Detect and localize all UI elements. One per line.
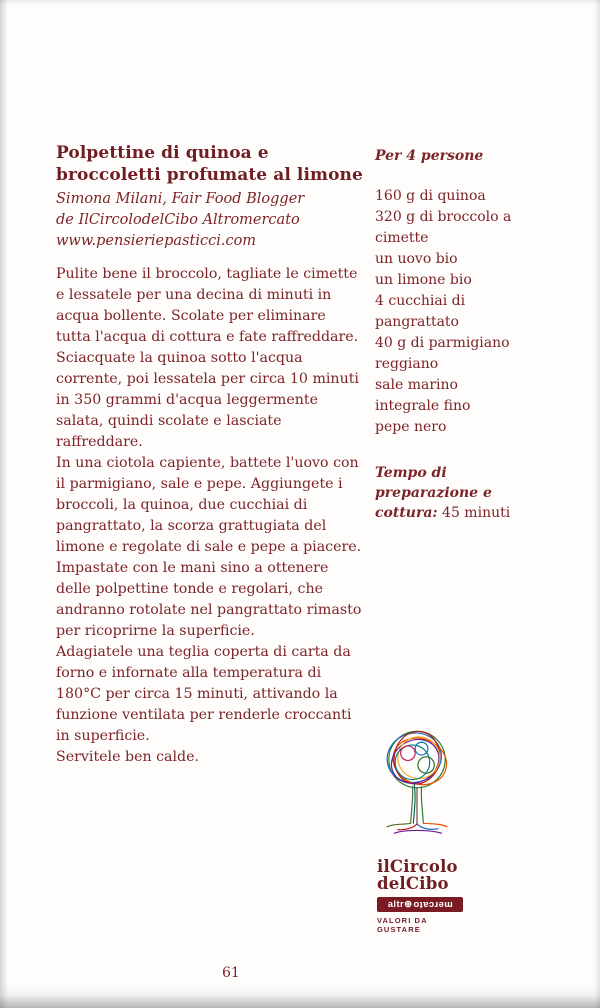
author-name: Simona Milani, Fair Food Blogger: [56, 191, 305, 207]
instruction-paragraph: Pulite bene il broccolo, tagliate le cimette e lessatele per una decina di minuti in acqua bollente. Scolate per eliminare tutta l'acqua di cottura e fate raffreddare.: [56, 266, 359, 345]
prep-time-value: 45 minuti: [442, 505, 511, 521]
instruction-paragraph: Impastate con le mani sino a ottenere delle polpettine tonde e regolari, che andranno rotolate nel pangrattato rimasto per ricoprirne la superficie.: [56, 560, 362, 639]
logo-wordmark: [363, 858, 471, 892]
page-number: 61: [222, 965, 240, 981]
servings-heading: Per 4 persone: [375, 148, 484, 164]
badge-text-left: altr: [387, 899, 405, 910]
ingredient-item: 40 g di parmigiano reggiano: [375, 335, 510, 372]
prep-time: [375, 463, 525, 523]
ingredient-item: 160 g di quinoa: [375, 188, 486, 204]
recipe-title: Polpettine di quinoa e broccoletti profumate al limone: [56, 143, 363, 185]
instruction-paragraph: Adagiatele una teglia coperta di carta da forno e infornate alla temperatura di 180°C per circa 15 minuti, attivando la funzione ventilata per renderle croccanti in superficie.: [56, 644, 352, 744]
instruction-paragraph: Sciacquate la quinoa sotto l'acqua corrente, poi lessatela per circa 10 minuti in 350 grammi d'acqua leggermente salata, quindi scolate e lasciate raffreddare.: [56, 350, 359, 450]
logo-tagline: VALORI DA GUSTARE: [377, 916, 428, 934]
recipe-column: [56, 142, 364, 768]
prep-time-label: Tempo di preparazione e cottura:: [375, 465, 492, 521]
ingredient-item: 4 cucchiai di pangrattato: [375, 293, 466, 330]
logo-wordmark-line1: ilCircolo: [377, 857, 458, 876]
badge-text-right: mercato: [412, 899, 453, 910]
ingredient-item: pepe nero: [375, 419, 447, 435]
instruction-paragraph: Servitele ben calde.: [56, 749, 200, 765]
ingredients-column: [375, 146, 525, 523]
page-edge-shadow-right: [594, 0, 600, 1008]
author-org: de IlCircolodelCibo Altromercato: [56, 212, 300, 228]
instruction-paragraph: In una ciotola capiente, battete l'uovo con il parmigiano, sale e pepe. Aggiungete i broccoli, la quinoa, due cucchiai di pangrattato, la scorza grattugiata del limone e regolate di sale e pepe a piacere.: [56, 455, 362, 555]
altromercato-badge: [377, 897, 463, 912]
ingredients-list: [375, 186, 525, 438]
page-edge-shadow-top: [0, 0, 600, 5]
ingredient-item: un limone bio: [375, 272, 472, 288]
ingredient-item: un uovo bio: [375, 251, 458, 267]
author-website: www.pensieriepasticci.com: [56, 233, 257, 249]
page-edge-shadow-bottom: [0, 984, 600, 1008]
tree-logo-icon: [367, 720, 467, 854]
ingredient-item: sale marino integrale fino: [375, 377, 471, 414]
recipe-author: [56, 189, 364, 252]
globe-icon: ⊕: [404, 899, 413, 910]
ingredient-item: 320 g di broccolo a cimette: [375, 209, 512, 246]
logo-wordmark-line2: delCibo: [377, 874, 449, 893]
recipe-instructions: [56, 264, 364, 768]
page-edge-shadow-left: [0, 0, 8, 1008]
publisher-logo: [363, 720, 471, 934]
